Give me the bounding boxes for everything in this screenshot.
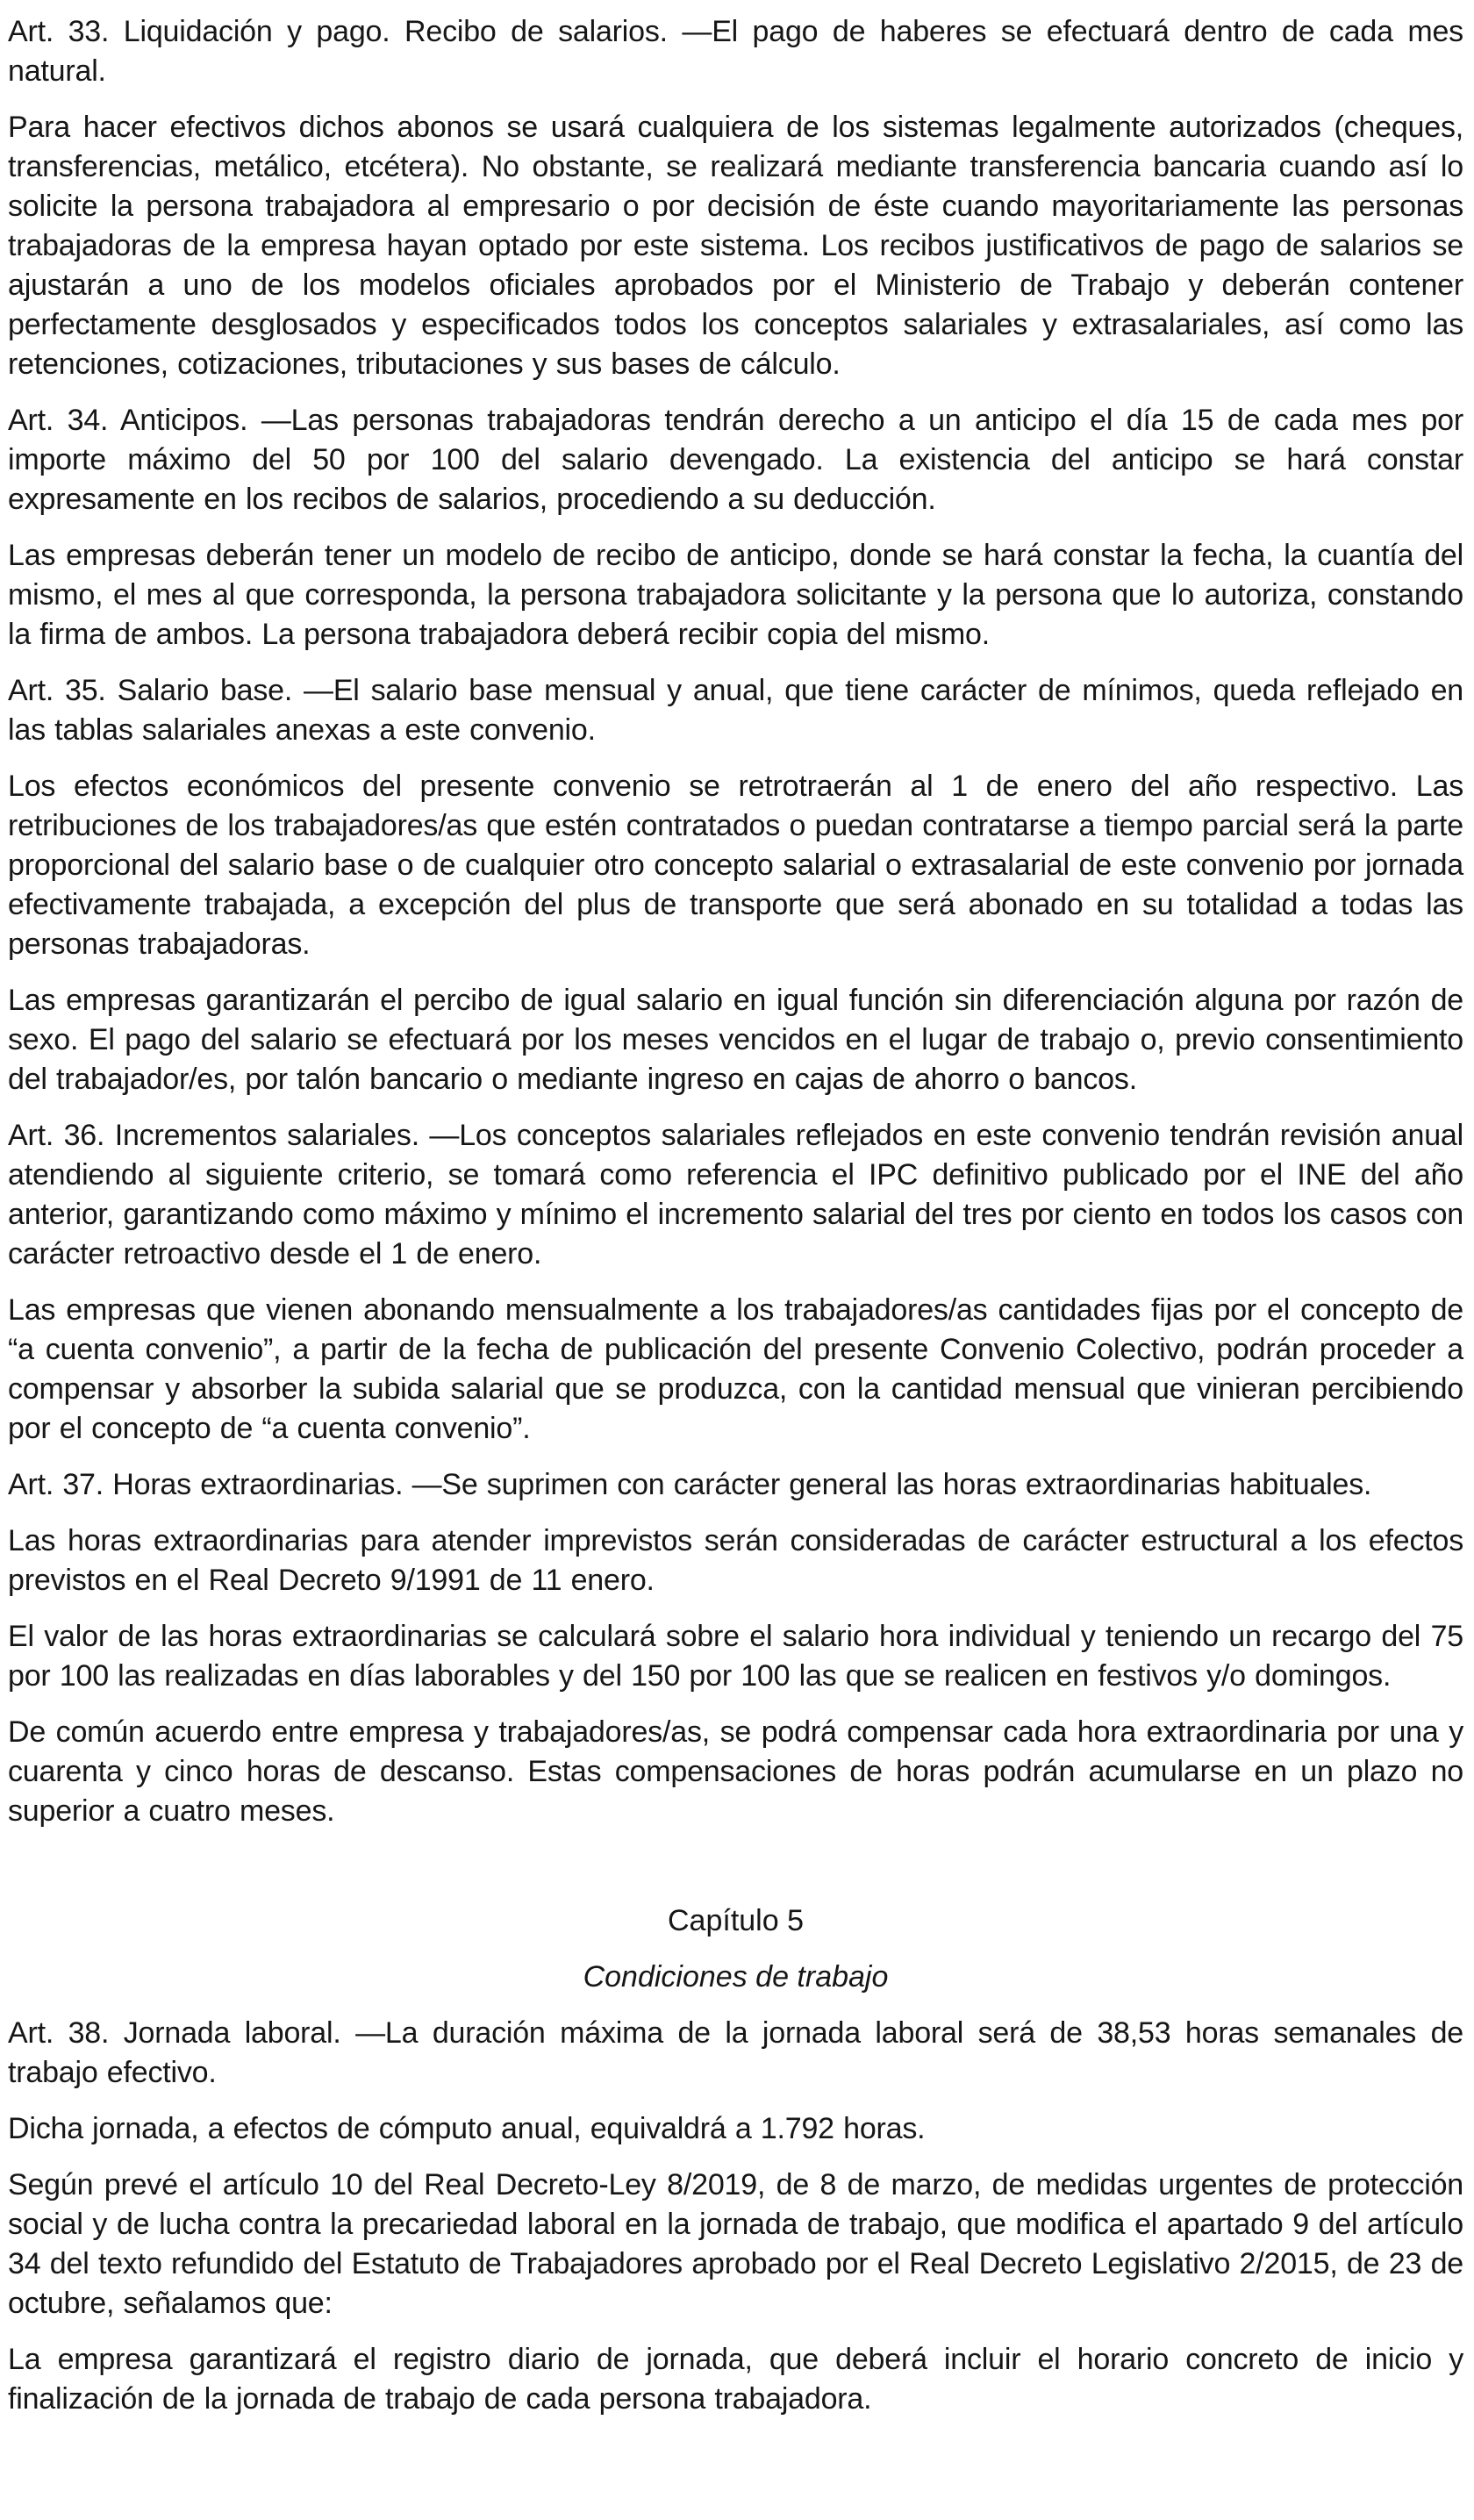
paragraph-art-37-horas-extraordinarias: Art. 37. Horas extraordinarias. —Se suprimen con carácter general las horas extraordinarias habituales. (8, 1468, 1372, 1501)
paragraph-art-33-liquidacion-y-pago: Art. 33. Liquidación y pago. Recibo de salarios. —El pago de haberes se efectuará dentro de cada mes natural. (8, 15, 1463, 88)
paragraph-advance-receipt-model: Las empresas deberán tener un modelo de recibo de anticipo, donde se hará constar la fecha, la cuantía del mismo, el mes al que corresponda, la persona trabajadora solicitante y la persona que lo autoriza, constando la firma de ambos. La persona trabajadora deberá recibir copia del mismo. (8, 539, 1463, 651)
chapter-5-subheading: Condiciones de trabajo (583, 1960, 889, 1994)
paragraph-art-38-jornada-laboral: Art. 38. Jornada laboral. —La duración máxima de la jornada laboral será de 38,53 horas semanales de trabajo efectivo. (8, 2016, 1463, 2089)
chapter-5-heading: Capítulo 5 (668, 1904, 804, 1937)
paragraph-overtime-compensation: De común acuerdo entre empresa y trabajadores/as, se podrá compensar cada hora extraordinaria por una y cuarenta y cinco horas de descanso. Estas compensaciones de horas podrán acumularse en un plazo no superior a cuatro meses. (8, 1715, 1463, 1828)
paragraph-art-34-anticipos: Art. 34. Anticipos. —Las personas trabajadoras tendrán derecho a un anticipo el día 15 de cada mes por importe máximo del 50 por 100 del salario devengado. La existencia del anticipo se hará constar expresamente en los recibos de salarios, procediendo a su deducción. (8, 404, 1463, 516)
paragraph-overtime-value: El valor de las horas extraordinarias se calculará sobre el salario hora individual y teniendo un recargo del 75 por 100 las realizadas en días laborables y del 150 por 100 las que se realicen en festivos y/o domingos. (8, 1620, 1463, 1693)
paragraph-structural-overtime: Las horas extraordinarias para atender imprevistos serán consideradas de carácter estructural a los efectos previstos en el Real Decreto 9/1991 de 11 enero. (8, 1524, 1463, 1597)
paragraph-art-35-salario-base: Art. 35. Salario base. —El salario base mensual y anual, que tiene carácter de mínimos, queda reflejado en las tablas salariales anexas a este convenio. (8, 674, 1463, 747)
paragraph-equal-pay: Las empresas garantizarán el percibo de igual salario en igual función sin diferenciación alguna por razón de sexo. El pago del salario se efectuará por los meses vencidos en el lugar de trabajo o, previo consentimiento del trabajador/es, por talón bancario o mediante ingreso en cajas de ahorro o bancos. (8, 984, 1463, 1096)
paragraph-art-36-incrementos-salariales: Art. 36. Incrementos salariales. —Los conceptos salariales reflejados en este convenio tendrán revisión anual atendiendo al siguiente criterio, se tomará como referencia el IPC definitivo publicado por el INE del año anterior, garantizando como máximo y mínimo el incremento salarial del tres por ciento en todos los casos con carácter retroactivo desde el 1 de enero. (8, 1119, 1463, 1271)
paragraph-a-cuenta-convenio: Las empresas que vienen abonando mensualmente a los trabajadores/as cantidades fijas por el concepto de “a cuenta convenio”, a partir de la fecha de publicación del presente Convenio Colectivo, podrán proceder a compensar y absorber la subida salarial que se produzca, con la cantidad mensual que vinieran percibiendo por el concepto de “a cuenta convenio”. (8, 1293, 1463, 1445)
paragraph-daily-working-register: La empresa garantizará el registro diario de jornada, que deberá incluir el horario concreto de inicio y finalización de la jornada de trabajo de cada persona trabajadora. (8, 2343, 1463, 2416)
paragraph-rdl-8-2019: Según prevé el artículo 10 del Real Decreto-Ley 8/2019, de 8 de marzo, de medidas urgentes de protección social y de lucha contra la precariedad laboral en la jornada de trabajo, que modifica el apartado 9 del artículo 34 del texto refundido del Estatuto de Trabajadores aprobado por el Real Decreto Legislativo 2/2015, de 23 de octubre, señalamos que: (8, 2168, 1463, 2320)
paragraph-annual-hours: Dicha jornada, a efectos de cómputo anual, equivaldrá a 1.792 horas. (8, 2112, 926, 2145)
paragraph-payment-systems: Para hacer efectivos dichos abonos se usará cualquiera de los sistemas legalmente autorizados (cheques, transferencias, metálico, etcétera). No obstante, se realizará mediante transferencia bancaria cuando así lo solicite la persona trabajadora al empresario o por decisión de éste cuando mayoritariamente las personas trabajadoras de la empresa hayan optado por este sistema. Los recibos justificativos de pago de salarios se ajustarán a uno de los modelos oficiales aprobados por el Ministerio de Trabajo y deberán contener perfectamente desglosados y especificados todos los conceptos salariales y extrasalariales, así como las retenciones, cotizaciones, tributaciones y sus bases de cálculo. (8, 111, 1463, 381)
paragraph-economic-effects: Los efectos económicos del presente convenio se retrotraerán al 1 de enero del año respectivo. Las retribuciones de los trabajadores/as que estén contratados o puedan contratarse a tiempo parcial será la parte proporcional del salario base o de cualquier otro concepto salarial o extrasalarial de este convenio por jornada efectivamente trabajada, a excepción del plus de transporte que será abonado en su totalidad a todas las personas trabajadoras. (8, 770, 1463, 961)
